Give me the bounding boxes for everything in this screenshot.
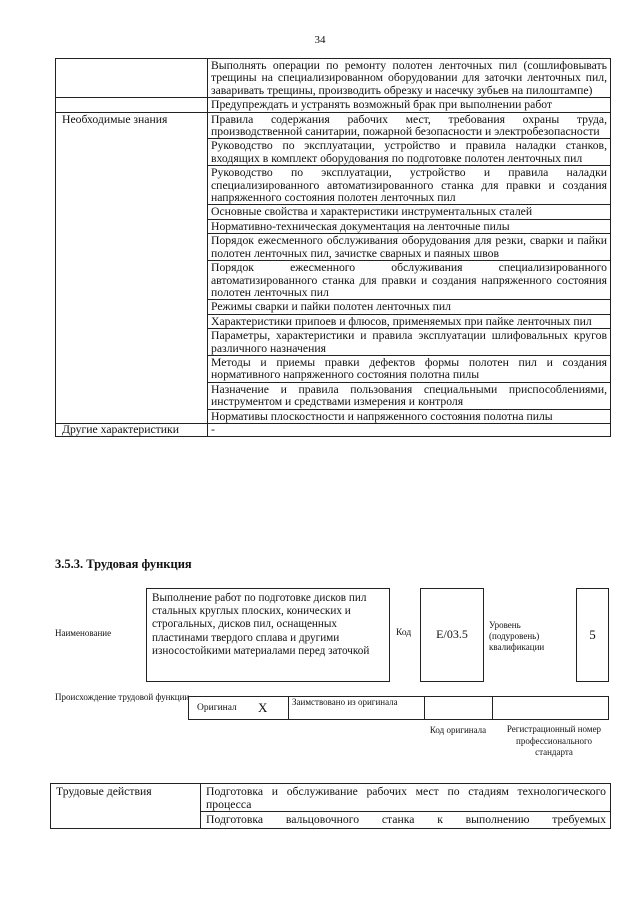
table-cell: Порядок ежесменного обслуживания специализированного автоматизированного станка для правки и создания напряженного состояния полотен ленточных пил [208, 261, 611, 300]
table-cell: Выполнять операции по ремонту полотен ленточных пил (сошлифовывать трещины на специализированном оборудовании для заточки ленточных пил, заваривать трещины, производить обрезку и насечку зубьев на пилоштампе) [208, 59, 611, 98]
knowledge-table [55, 58, 611, 437]
table-cell: Подготовка вальцовочного станка к выполнению требуемых [201, 812, 611, 829]
table-cell: Основные свойства и характеристики инструментальных сталей [208, 205, 611, 219]
table-cell: Параметры, характеристики и правила эксплуатации шлифовальных кругов различного назначения [208, 329, 611, 356]
name-label: Наименование [55, 628, 112, 638]
qualification-level-box: 5 [576, 588, 609, 682]
code-value-box: E/03.5 [420, 588, 484, 682]
origin-cell [425, 697, 493, 719]
table-label-cell [56, 98, 208, 112]
qualification-level-label: Уровень (подуровень) квалификации [489, 620, 545, 652]
origin-label: Происхождение трудовой функции [55, 692, 190, 702]
section-heading: 3.5.3. Трудовая функция [55, 557, 192, 571]
table-cell: Подготовка и обслуживание рабочих мест по стадиям технологического процесса [201, 784, 611, 812]
original-mark: X [258, 700, 268, 715]
table-cell: Порядок ежесменного обслуживания оборудования для резки, сварки и пайки полотен ленточных пил, зачистке сварных и паяных швов [208, 234, 611, 261]
borrowed-label: Заимствовано из оригинала [292, 697, 398, 707]
code-original-caption: Код оригинала [429, 725, 487, 735]
table-cell: Нормативы плоскостности и напряженного состояния полотна пилы [208, 409, 611, 423]
table-cell: Правила содержания рабочих мест, требования охраны труда, производственной санитарии, пожарной безопасности и электробезопасности [208, 112, 611, 139]
table-cell: Характеристики припоев и флюсов, применяемых при пайке ленточных пил [208, 314, 611, 328]
table-cell: Руководство по эксплуатации, устройство и правила наладки специализированного автоматизированного станка для правки и создания напряженного состояния полотен ленточных пил [208, 166, 611, 205]
table-cell: Нормативно-техническая документация на ленточные пилы [208, 219, 611, 233]
page-number: 34 [314, 34, 326, 46]
table-cell: Предупреждать и устранять возможный брак при выполнении работ [208, 98, 611, 112]
table-cell: Режимы сварки и пайки полотен ленточных пил [208, 300, 611, 314]
necessary-knowledge-label: Необходимые знания [56, 112, 208, 423]
reg-number-caption: Регистрационный номер профессионального стандарта [506, 724, 602, 757]
code-label: Код [396, 628, 412, 638]
table-label-cell [56, 59, 208, 98]
labor-actions-label: Трудовые действия [51, 784, 201, 829]
original-label: Оригинал [197, 703, 237, 713]
other-characteristics-value: - [208, 423, 611, 436]
table-cell: Назначение и правила пользования специальными приспособлениями, инструментом и средствами измерения и контроля [208, 382, 611, 409]
labor-actions-table [50, 783, 611, 829]
table-cell: Методы и приемы правки дефектов формы полотен пил и создания нормативного напряженного состояния полотна пилы [208, 355, 611, 382]
function-name-box: Выполнение работ по подготовке дисков пил стальных круглых плоских, конических и строгальных, дисков пил, оснащенных пластинами твердого сплава и другими износостойкими материалами перед заточкой [146, 588, 390, 682]
other-characteristics-label: Другие характеристики [56, 423, 208, 436]
table-cell: Руководство по эксплуатации, устройство и правила наладки станков, входящих в комплект оборудования по подготовке полотен ленточных пил [208, 139, 611, 166]
